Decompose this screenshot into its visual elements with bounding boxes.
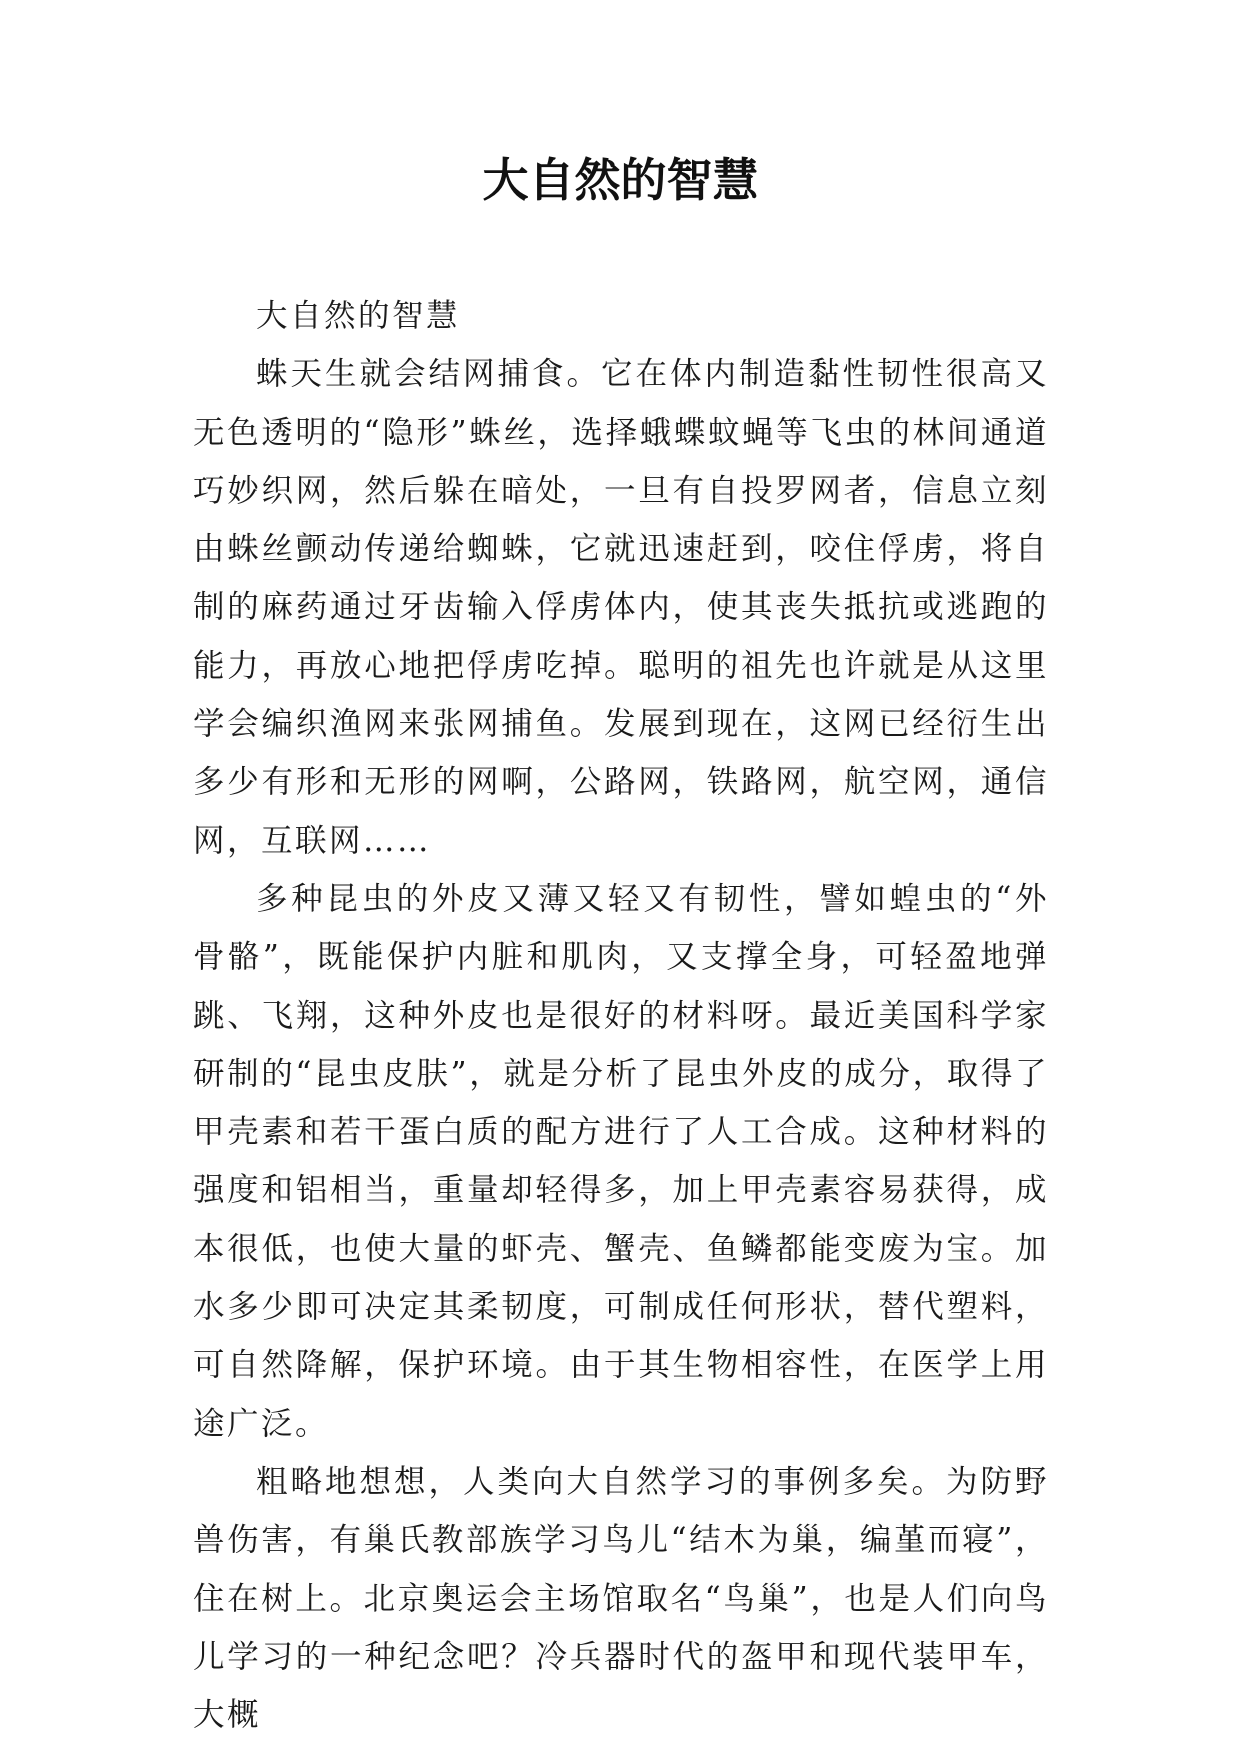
document-body <box>193 287 1049 1744</box>
paragraph-insect-skin: 多种昆虫的外皮又薄又轻又有韧性，譬如蝗虫的“外骨骼”，既能保护内脏和肌肉，又支撑全身，可轻盈地弹跳、飞翔，这种外皮也是很好的材料呀。最近美国科学家研制的“昆虫皮肤”，就是分析了昆虫外皮的成分，取得了甲壳素和若干蛋白质的配方进行了人工合成。这种材料的强度和铝相当，重量却轻得多，加上甲壳素容易获得，成本很低，也使大量的虾壳、蟹壳、鱼鳞都能变废为宝。加水多少即可决定其柔韧度，可制成任何形状，替代塑料，可自然降解，保护环境。由于其生物相容性，在医学上用途广泛。 <box>193 880 1049 1442</box>
paragraph-spider: 蛛天生就会结网捕食。它在体内制造黏性韧性很高又无色透明的“隐形”蛛丝，选择蛾蝶蚊蝇等飞虫的林间通道巧妙织网，然后躲在暗处，一旦有自投罗网者，信息立刻由蛛丝颤动传递给蜘蛛，它就迅速赶到，咬住俘虏，将自制的麻药通过牙齿输入俘虏体内，使其丧失抵抗或逃跑的能力，再放心地把俘虏吃掉。聪明的祖先也许就是从这里学会编织渔网来张网捕鱼。发展到现在，这网已经衍生出多少有形和无形的网啊，公路网，铁路网，航空网，通信网，互联网…… <box>193 356 1049 859</box>
paragraph-learning-examples: 粗略地想想，人类向大自然学习的事例多矣。为防野兽伤害，有巢氏教部族学习鸟儿“结木为巢，编堇而寝”，住在树上。北京奥运会主场馆取名“鸟巢”，也是人们向鸟儿学习的一种纪念吧？冷兵器时代的盔甲和现代装甲车，大概 <box>193 1463 1049 1734</box>
document-title: 大自然的智慧 <box>482 153 759 207</box>
subtitle-paragraph: 大自然的智慧 <box>256 298 461 334</box>
